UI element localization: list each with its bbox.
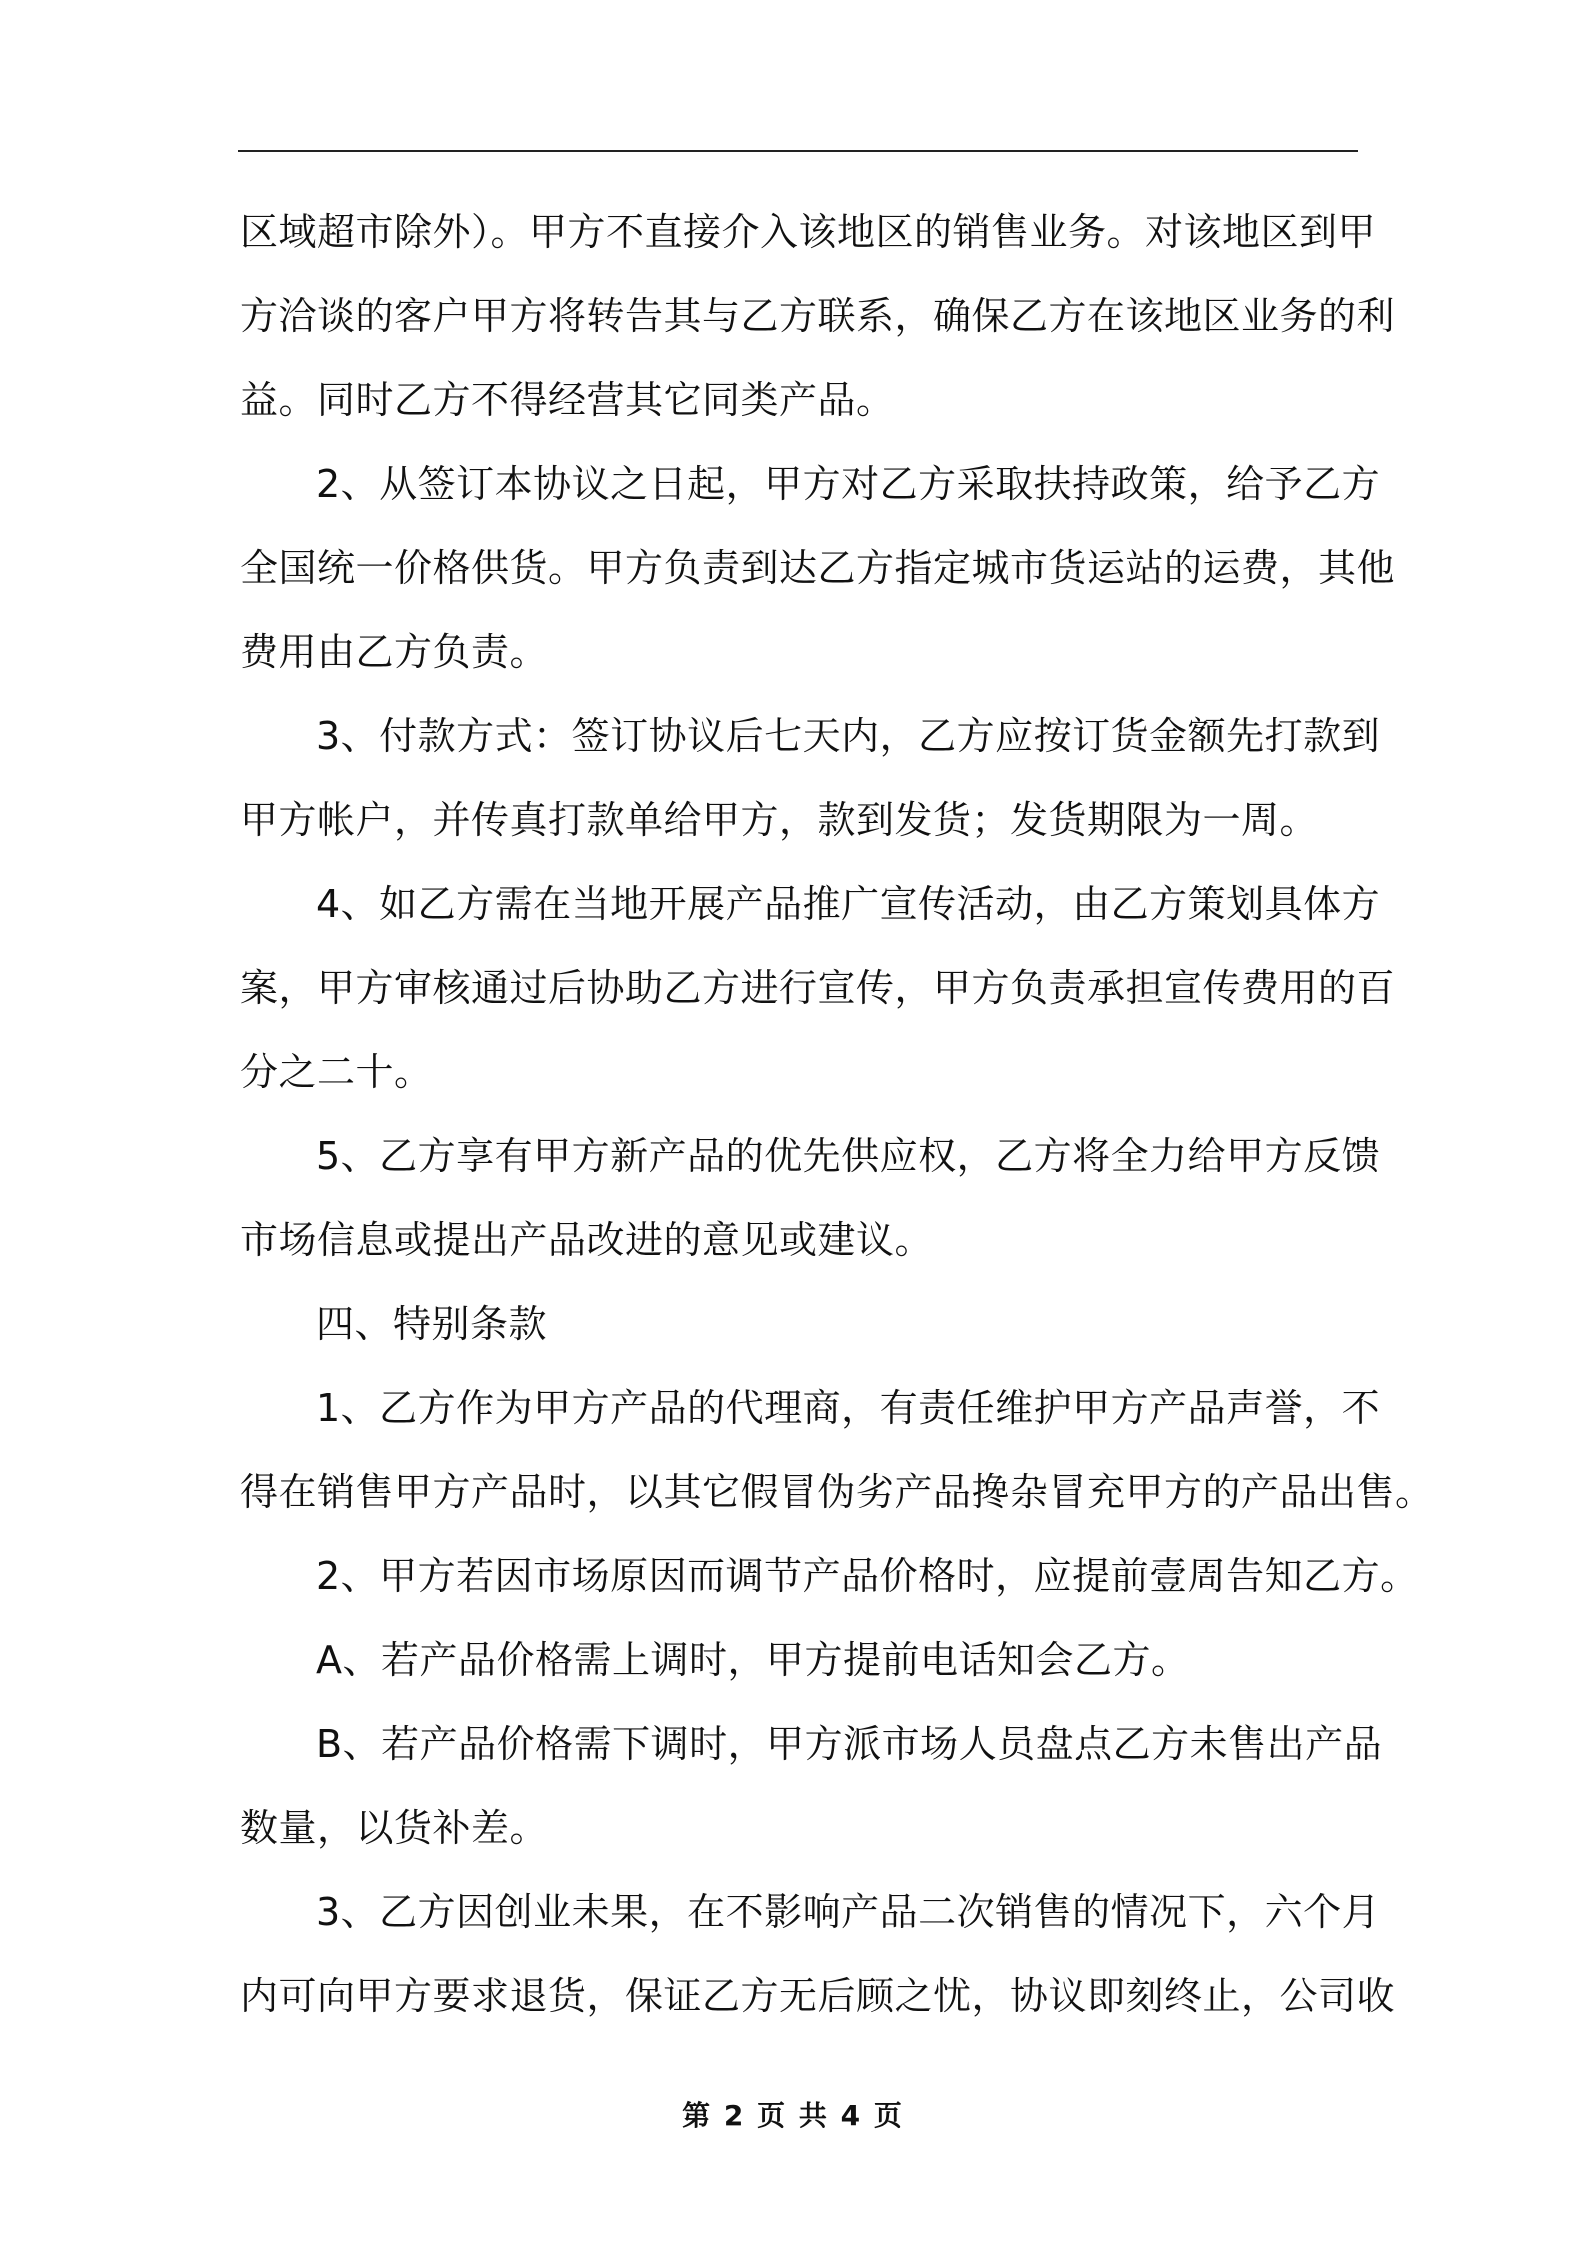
text-line: 内可向甲方要求退货，保证乙方无后顾之忧，协议即刻终止，公司收 [240,1974,1396,2018]
section-heading: 四、特别条款 [316,1302,548,1346]
text-line: 4、如乙方需在当地开展产品推广宣传活动，由乙方策划具体方 [316,882,1381,926]
text-line: 费用由乙方负责。 [240,630,549,674]
text-line: 案，甲方审核通过后协助乙方进行宣传，甲方负责承担宣传费用的百 [240,966,1396,1010]
text-line: 数量，以货补差。 [240,1806,549,1850]
document-body [240,190,1434,2038]
text-line: 分之二十。 [240,1050,433,1094]
text-line: 益。同时乙方不得经营其它同类产品。 [240,378,895,422]
text-line: A、若产品价格需上调时，甲方提前电话知会乙方。 [316,1638,1190,1682]
text-line: 3、付款方式：签订协议后七天内，乙方应按订货金额先打款到 [316,714,1381,758]
header-rule [238,150,1358,152]
text-line: 全国统一价格供货。甲方负责到达乙方指定城市货运站的运费，其他 [240,546,1396,590]
text-line: 1、乙方作为甲方产品的代理商，有责任维护甲方产品声誉，不 [316,1386,1381,1430]
text-line: B、若产品价格需下调时，甲方派市场人员盘点乙方未售出产品 [316,1722,1383,1766]
text-line: 甲方帐户，并传真打款单给甲方，款到发货；发货期限为一周。 [240,798,1319,842]
text-line: 2、从签订本协议之日起，甲方对乙方采取扶持政策，给予乙方 [316,462,1381,506]
text-line: 5、乙方享有甲方新产品的优先供应权，乙方将全力给甲方反馈 [316,1134,1381,1178]
text-line: 2、甲方若因市场原因而调节产品价格时，应提前壹周告知乙方。 [316,1554,1419,1598]
text-line: 3、乙方因创业未果，在不影响产品二次销售的情况下，六个月 [316,1890,1381,1934]
page-number: 第 2 页 共 4 页 [682,2099,904,2132]
text-line: 方洽谈的客户甲方将转告其与乙方联系，确保乙方在该地区业务的利 [240,294,1396,338]
text-line: 市场信息或提出产品改进的意见或建议。 [240,1218,934,1262]
text-line: 得在销售甲方产品时，以其它假冒伪劣产品搀杂冒充甲方的产品出售。 [240,1470,1434,1514]
text-line: 区域超市除外）。甲方不直接介入该地区的销售业务。对该地区到甲 [240,210,1377,254]
